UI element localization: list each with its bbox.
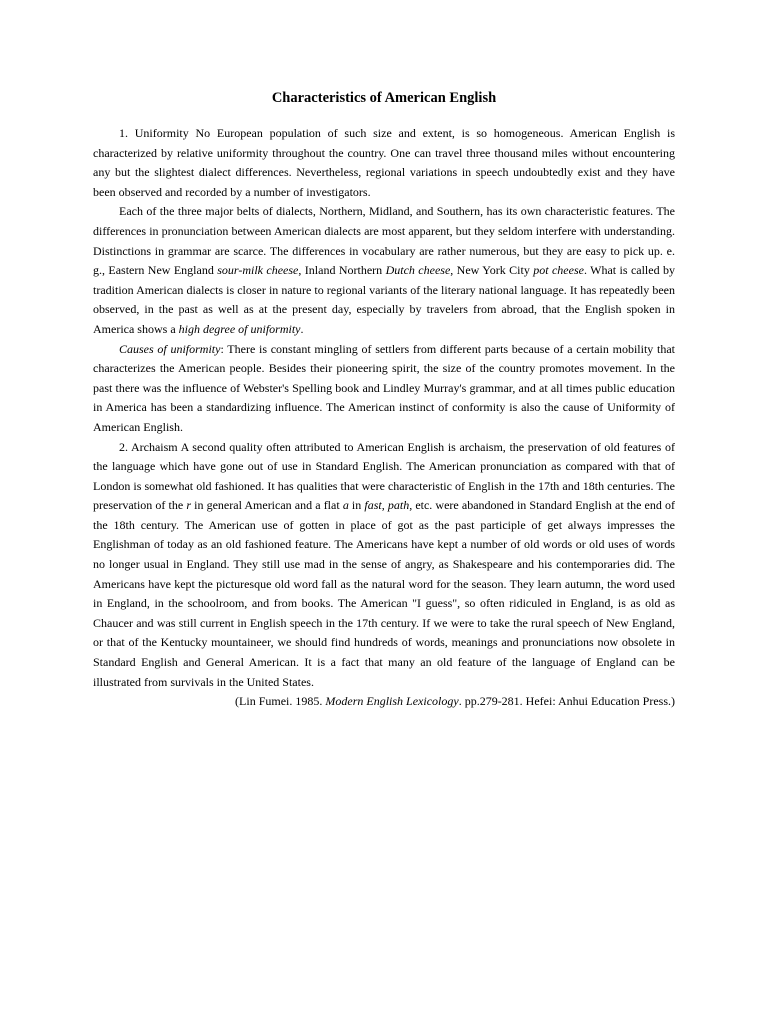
italic-text-run: Dutch cheese <box>385 263 451 278</box>
text-run: 2. Archaism A second quality often attributed to American English is archaism, the preservation of old features of the language which have gone out of use in Standard English. The American pronunciation as compared with that of London is somewhat old fashioned. It has qualities that were characteristic of English in the 17th and 18th centuries. The preservation of the <box>93 439 675 513</box>
paragraph-p1 <box>93 124 675 202</box>
paragraph-p4 <box>93 438 675 693</box>
text-run: in general American and a flat <box>191 498 343 513</box>
citation <box>93 692 675 712</box>
text-run: etc. were abandoned in Standard English at the end of the 18th century. The American use of gotten in place of got as the past participle of get always impresses the Englishman of today as an old fashioned feature. The Americans have kept a number of old words or old uses of words no longer usual in England. They still use mad in the sense of angry, as Shakespeare and his contemporaries did. The Americans have kept the picturesque old word fall as the natural word for the season. They learn autumn, the word used in England, in the schoolroom, and from books. The American "I guess", so often ridiculed in England, is as old as Chaucer and was still current in English speech in the 17th century. If we were to take the rural speech of New England, or that of the Kentucky mountaineer, we should find hundreds of words, meanings and pronunciations now obsolete in Standard English and General American. It is a fact that many an old feature of the language of England can be illustrated from survivals in the United States. <box>93 498 676 689</box>
text-run: , Inland Northern <box>298 263 386 278</box>
text-run: (Lin Fumei. 1985. <box>235 694 326 709</box>
text-run: . pp.279-281. Hefei: Anhui Education Press.) <box>458 694 675 709</box>
italic-text-run: high degree of uniformity <box>178 321 301 336</box>
document-body <box>93 124 675 692</box>
italic-text-run: a <box>342 498 349 513</box>
italic-text-run: fast, path, <box>364 498 413 513</box>
italic-text-run: pot cheese <box>533 263 584 278</box>
text-run: . What is called by tradition American dialects is closer in nature to regional variants of the literary national language. It has repeatedly been observed, in the past as well as at the present day, especially by travelers from abroad, that the English spoken in America shows a <box>93 263 675 336</box>
document-title: Characteristics of American English <box>271 90 497 106</box>
text-run: Each of the three major belts of dialects, Northern, Midland, and Southern, has its own characteristic features. The differences in pronunciation between American dialects are most apparent, but they seldom interfere with understanding. Distinctions in grammar are scarce. The differences in vocabulary are rather numerous, but they are easy to pick up. e. g., Eastern New England <box>93 204 675 278</box>
paragraph-p2 <box>93 202 675 339</box>
text-run: : There is constant mingling of settlers from different parts because of a certain mobility that characterizes the American people. Besides their pioneering spirit, the size of the country promotes movement. In the past there was the influence of Webster's Spelling book and Lindley Murray's grammar, and at all times public education in America has been a standardizing influence. The American instinct of conformity is also the cause of Uniformity of American English. <box>93 341 675 434</box>
text-run: in <box>348 498 365 513</box>
document-page <box>93 86 675 712</box>
italic-text-run: r <box>186 498 192 513</box>
italic-text-run: Modern English Lexicology <box>325 694 459 709</box>
italic-text-run: Causes of uniformity <box>119 341 221 356</box>
text-run: . <box>300 321 304 336</box>
italic-text-run: sour-milk cheese <box>217 263 299 278</box>
text-run: , New York City <box>450 263 534 278</box>
paragraph-p3 <box>93 340 675 438</box>
text-run: 1. Uniformity No European population of such size and extent, is so homogeneous. American English is characterized by relative uniformity throughout the country. One can travel three thousand miles without encountering any but the slightest dialect differences. Nevertheless, regional variations in speech undoubtedly exist and they have been observed and recorded by a number of investigators. <box>93 126 675 199</box>
